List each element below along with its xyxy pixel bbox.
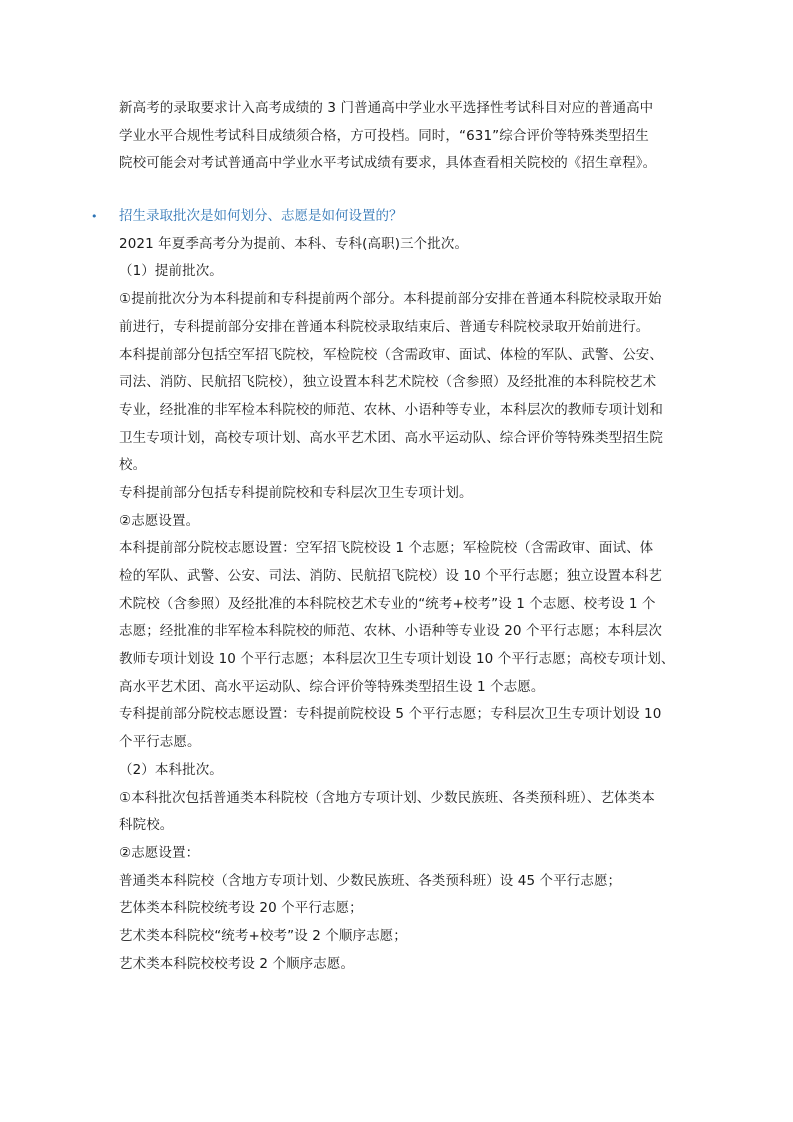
intro-paragraph [119,95,691,178]
text-line: 前进行，专科提前部分安排在普通本科院校录取结束后、普通专科院校录取开始前进行。 [119,318,650,335]
text-line: 艺术类本科院校“统考+校考”设 2 个顺序志愿； [119,927,407,944]
text-line: ①提前批次分为本科提前和专科提前两个部分。本科提前部分安排在普通本科院校录取开始 [119,291,662,308]
text-line: （2）本科批次。 [119,761,223,778]
text-line: ②志愿设置。 [119,512,200,529]
bullet-icon: • [91,210,98,224]
section-spacer [119,178,691,203]
text-line: 艺术类本科院校校考设 2 个顺序志愿。 [119,955,355,972]
text-line: 新高考的录取要求计入高考成绩的 3 门普通高中学业水平选择性考试科目对应的普通高中 [119,100,654,116]
text-line: 高水平艺术团、高水平运动队、综合评价等特殊类型招生设 1 个志愿。 [119,678,545,695]
text-line: 科院校。 [119,817,174,834]
text-line: 检的军队、武警、公安、司法、消防、民航招飞院校）设 10 个平行志愿；独立设置本科艺 [119,568,662,585]
text-line: 司法、消防、民航招飞院校），独立设置本科艺术院校（含参照）及经批准的本科院校艺术 [119,374,657,391]
text-line: 专业，经批准的非军检本科院校的师范、农林、小语种等专业，本科层次的教师专项计划和 [119,401,663,418]
text-line: ②志愿设置： [119,844,200,861]
section-heading-text: 招生录取批次是如何划分、志愿是如何设置的？ [119,208,403,225]
text-line: 学业水平合规性考试科目成绩须合格，方可投档。同时，“631”综合评价等特殊类型招生 [119,127,649,144]
text-line: 本科提前部分院校志愿设置：空军招飞院校设 1 个志愿；军检院校（含需政审、面试、体 [119,540,654,557]
text-line: 2021 年夏季高考分为提前、本科、专科(高职)三个批次。 [119,235,469,252]
text-line: 院校可能会对考试普通高中学业水平考试成绩有要求，具体查看相关院校的《招生章程》。 [119,155,657,172]
text-line: 本科提前部分包括空军招飞院校，军检院校（含需政审、面试、体检的军队、武警、公安、 [119,346,663,363]
text-line: 专科提前部分院校志愿设置：专科提前院校设 5 个平行志愿；专科层次卫生专项计划设 10 [119,706,662,723]
text-line: 教师专项计划设 10 个平行志愿；本科层次卫生专项计划设 10 个平行志愿；高校专项计划、 [119,651,675,668]
section-body [119,231,691,979]
text-line: 专科提前部分包括专科提前院校和专科层次卫生专项计划。 [119,484,473,501]
text-line: 志愿；经批准的非军检本科院校的师范、农林、小语种等专业设 20 个平行志愿；本科层次 [119,623,662,640]
text-line: 术院校（含参照）及经批准的本科院校艺术专业的“统考+校考”设 1 个志愿、校考设 1 个 [119,595,656,612]
text-line: 个平行志愿。 [119,734,201,751]
section-heading [91,203,691,231]
text-line: ①本科批次包括普通类本科院校（含地方专项计划、少数民族班、各类预科班）、艺体类本 [119,789,655,806]
text-line: 艺体类本科院校统考设 20 个平行志愿； [119,900,363,917]
text-line: （1）提前批次。 [119,263,223,280]
text-line: 普通类本科院校（含地方专项计划、少数民族班、各类预科班）设 45 个平行志愿； [119,872,622,889]
text-line: 卫生专项计划，高校专项计划、高水平艺术团、高水平运动队、综合评价等特殊类型招生院 [119,429,663,446]
document-body [91,95,691,978]
text-line: 校。 [119,457,147,474]
